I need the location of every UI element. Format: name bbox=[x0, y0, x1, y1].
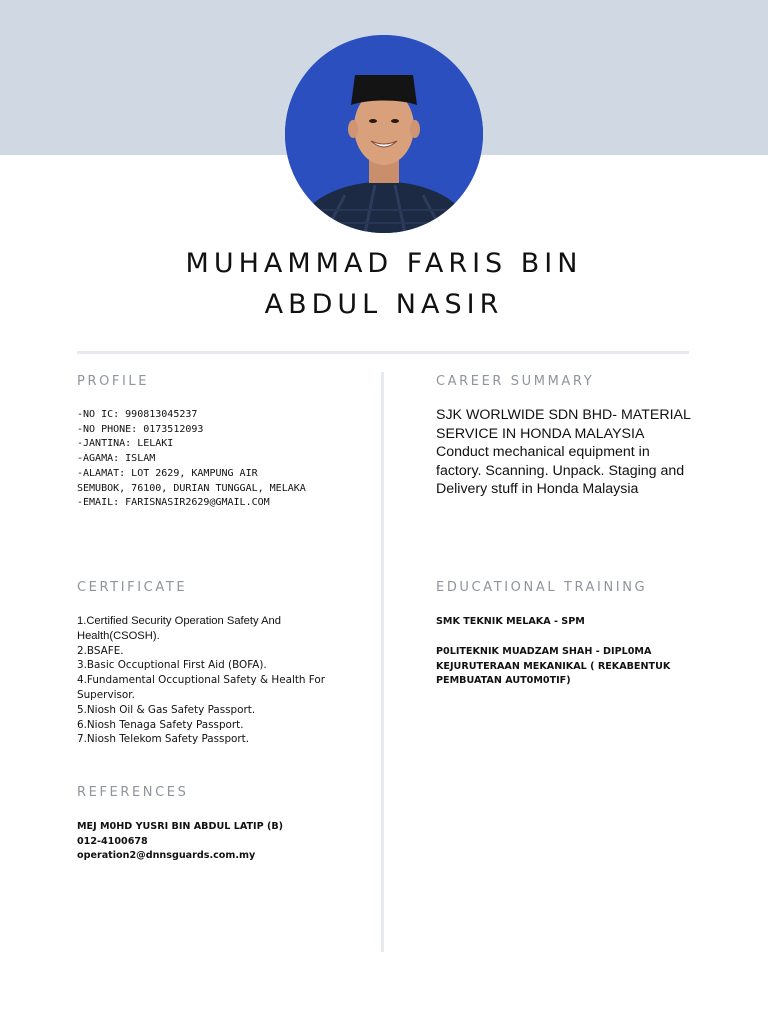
reference-details bbox=[77, 820, 367, 864]
candidate-name bbox=[0, 243, 768, 325]
profile-address: -ALAMAT: LOT 2629, KAMPUNG AIR SEMUBOK, 76100, DURIAN TUNGGAL, MELAKA bbox=[77, 467, 306, 494]
certificate-list bbox=[77, 614, 339, 747]
career-title: SJK WORLWIDE SDN BHD- MATERIAL SERVICE IN HONDA MALAYSIA bbox=[436, 407, 691, 442]
reference-name: MEJ M0HD YUSRI BIN ABDUL LATIP (B) bbox=[77, 821, 284, 832]
career-description: Conduct mechanical equipment in factory. Scanning. Unpack. Staging and Delivery stuff in Honda Malaysia bbox=[436, 444, 685, 498]
horizontal-divider bbox=[77, 351, 689, 354]
education-item: P0LITEKNIK MUADZAM SHAH - DIPL0MA KEJURUTERAAN MEKANIKAL ( REKABENTUK PEMBUATAN AUT0M0TIF) bbox=[436, 646, 671, 687]
profile-ic: -NO IC: 990813045237 bbox=[77, 409, 198, 420]
profile-email: -EMAIL: FARISNASIR2629@GMAIL.COM bbox=[77, 497, 270, 509]
person-portrait-icon bbox=[285, 35, 483, 233]
profile-photo bbox=[285, 35, 483, 233]
vertical-divider bbox=[381, 372, 384, 952]
education-heading: EDUCATIONAL TRAINING bbox=[436, 580, 648, 595]
name-line-1: MUHAMMAD FARIS BIN bbox=[185, 248, 583, 279]
certificate-item: 1.Certified Security Operation Safety And Health(CSOSH). bbox=[77, 615, 281, 642]
profile-heading: PROFILE bbox=[77, 374, 150, 389]
profile-details bbox=[77, 408, 307, 511]
certificate-item: 6.Niosh Tenaga Safety Passport. bbox=[77, 718, 244, 731]
certificate-item: 5.Niosh Oil & Gas Safety Passport. bbox=[77, 703, 256, 716]
career-heading: CAREER SUMMARY bbox=[436, 374, 595, 389]
name-line-2: ABDUL NASIR bbox=[264, 289, 504, 320]
profile-religion: -AGAMA: ISLAM bbox=[77, 453, 156, 465]
career-summary bbox=[436, 406, 698, 499]
references-heading: REFERENCES bbox=[77, 785, 189, 800]
education-item: SMK TEKNIK MELAKA - SPM bbox=[436, 616, 585, 627]
profile-phone: -NO PHONE: 0173512093 bbox=[77, 423, 204, 435]
certificate-heading: CERTIFICATE bbox=[77, 580, 188, 595]
reference-email: operation2@dnnsguards.com.my bbox=[77, 850, 256, 862]
certificate-item: 2.BSAFE. bbox=[77, 644, 124, 657]
certificate-item: 4.Fundamental Occuptional Safety & Health For Supervisor. bbox=[77, 674, 326, 701]
certificate-item: 7.Niosh Telekom Safety Passport. bbox=[77, 733, 250, 746]
profile-gender: -JANTINA: LELAKI bbox=[77, 438, 174, 450]
reference-phone: 012-4100678 bbox=[77, 835, 148, 847]
certificate-item: 3.Basic Occuptional First Aid (BOFA). bbox=[77, 659, 267, 672]
